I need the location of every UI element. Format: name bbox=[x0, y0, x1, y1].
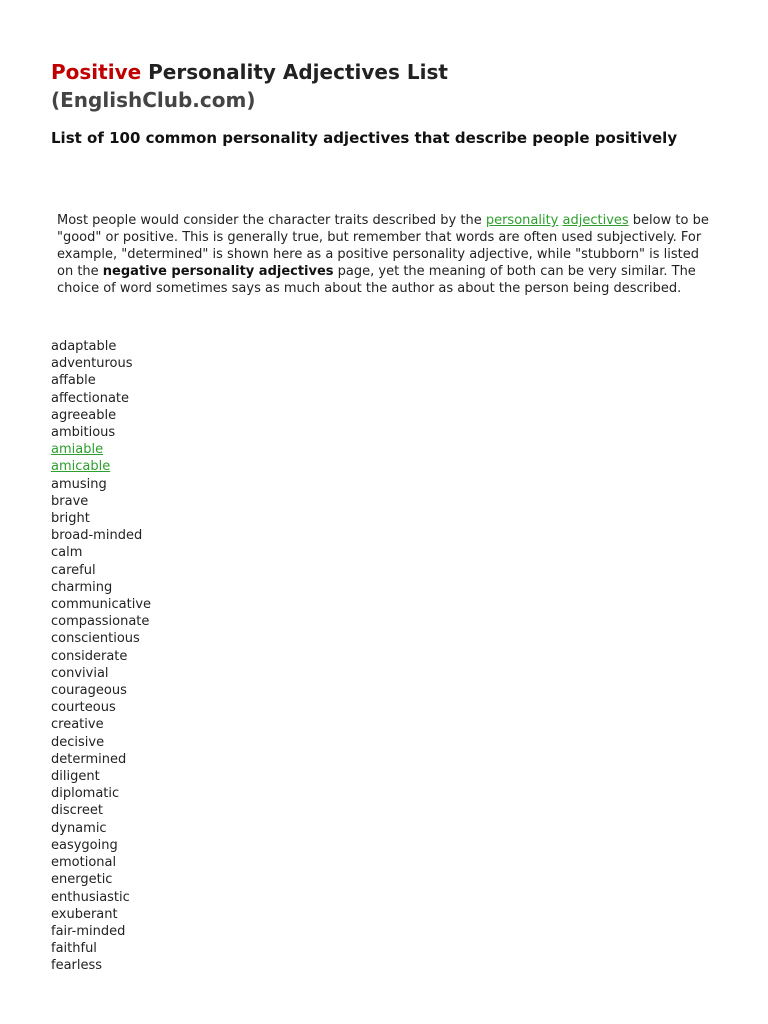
list-item: determined bbox=[51, 751, 127, 767]
list-item: amusing bbox=[51, 476, 107, 492]
personality-link[interactable]: personality bbox=[485, 213, 559, 228]
list-item: energetic bbox=[51, 872, 113, 888]
list-item: convivial bbox=[51, 665, 109, 681]
list-item: conscientious bbox=[51, 631, 140, 647]
list-item: ambitious bbox=[51, 425, 116, 441]
title-rest: Personality Adjectives List bbox=[141, 60, 448, 84]
title-source: (EnglishClub.com) bbox=[51, 88, 256, 112]
intro-paragraph bbox=[57, 212, 717, 297]
adjective-link-item[interactable]: amiable bbox=[51, 442, 104, 458]
list-item: dynamic bbox=[51, 820, 107, 836]
list-item: fearless bbox=[51, 958, 103, 974]
list-item: diligent bbox=[51, 769, 100, 785]
list-item: bright bbox=[51, 511, 90, 527]
list-item: enthusiastic bbox=[51, 889, 130, 905]
intro-text-3: page, yet the meaning of both can be very similar. The choice of word sometimes says as much about the author as about the person being described. bbox=[57, 264, 696, 296]
list-item: courteous bbox=[51, 700, 116, 716]
list-item: agreeable bbox=[51, 407, 117, 423]
list-item: adaptable bbox=[51, 339, 117, 354]
list-item: brave bbox=[51, 493, 89, 509]
list-item: discreet bbox=[51, 803, 103, 819]
list-item: decisive bbox=[51, 734, 105, 750]
adjectives-link[interactable]: adjectives bbox=[562, 213, 629, 228]
list-item: diplomatic bbox=[51, 786, 120, 802]
list-item: faithful bbox=[51, 941, 97, 957]
list-item: affable bbox=[51, 373, 96, 389]
list-item: considerate bbox=[51, 648, 128, 664]
list-item: calm bbox=[51, 545, 83, 561]
adjective-list bbox=[51, 338, 151, 975]
list-item: careful bbox=[51, 562, 96, 578]
list-item: easygoing bbox=[51, 837, 118, 853]
list-item: communicative bbox=[51, 597, 152, 613]
page-title bbox=[51, 58, 448, 114]
list-item: emotional bbox=[51, 855, 117, 871]
negative-adjectives-bold: negative personality adjectives bbox=[102, 264, 334, 279]
adjective-link-item[interactable]: amicable bbox=[51, 459, 111, 475]
title-accent: Positive bbox=[51, 60, 142, 84]
list-item: affectionate bbox=[51, 390, 130, 406]
page-subtitle: List of 100 common personality adjectives that describe people positively bbox=[51, 129, 678, 147]
intro-text-2: below to be "good" or positive. This is generally true, but remember that words are often used subjectively. For example, "determined" is shown here as a positive personality adjective, while "stubborn" is listed on the bbox=[57, 213, 709, 279]
list-item: fair-minded bbox=[51, 923, 126, 939]
list-item: charming bbox=[51, 579, 113, 595]
list-item: adventurous bbox=[51, 356, 133, 372]
list-item: compassionate bbox=[51, 614, 150, 630]
list-item: broad-minded bbox=[51, 528, 143, 544]
list-item: courageous bbox=[51, 683, 127, 699]
list-item: exuberant bbox=[51, 906, 118, 922]
intro-text-1: Most people would consider the character traits described by the bbox=[57, 213, 486, 228]
list-item: creative bbox=[51, 717, 104, 733]
